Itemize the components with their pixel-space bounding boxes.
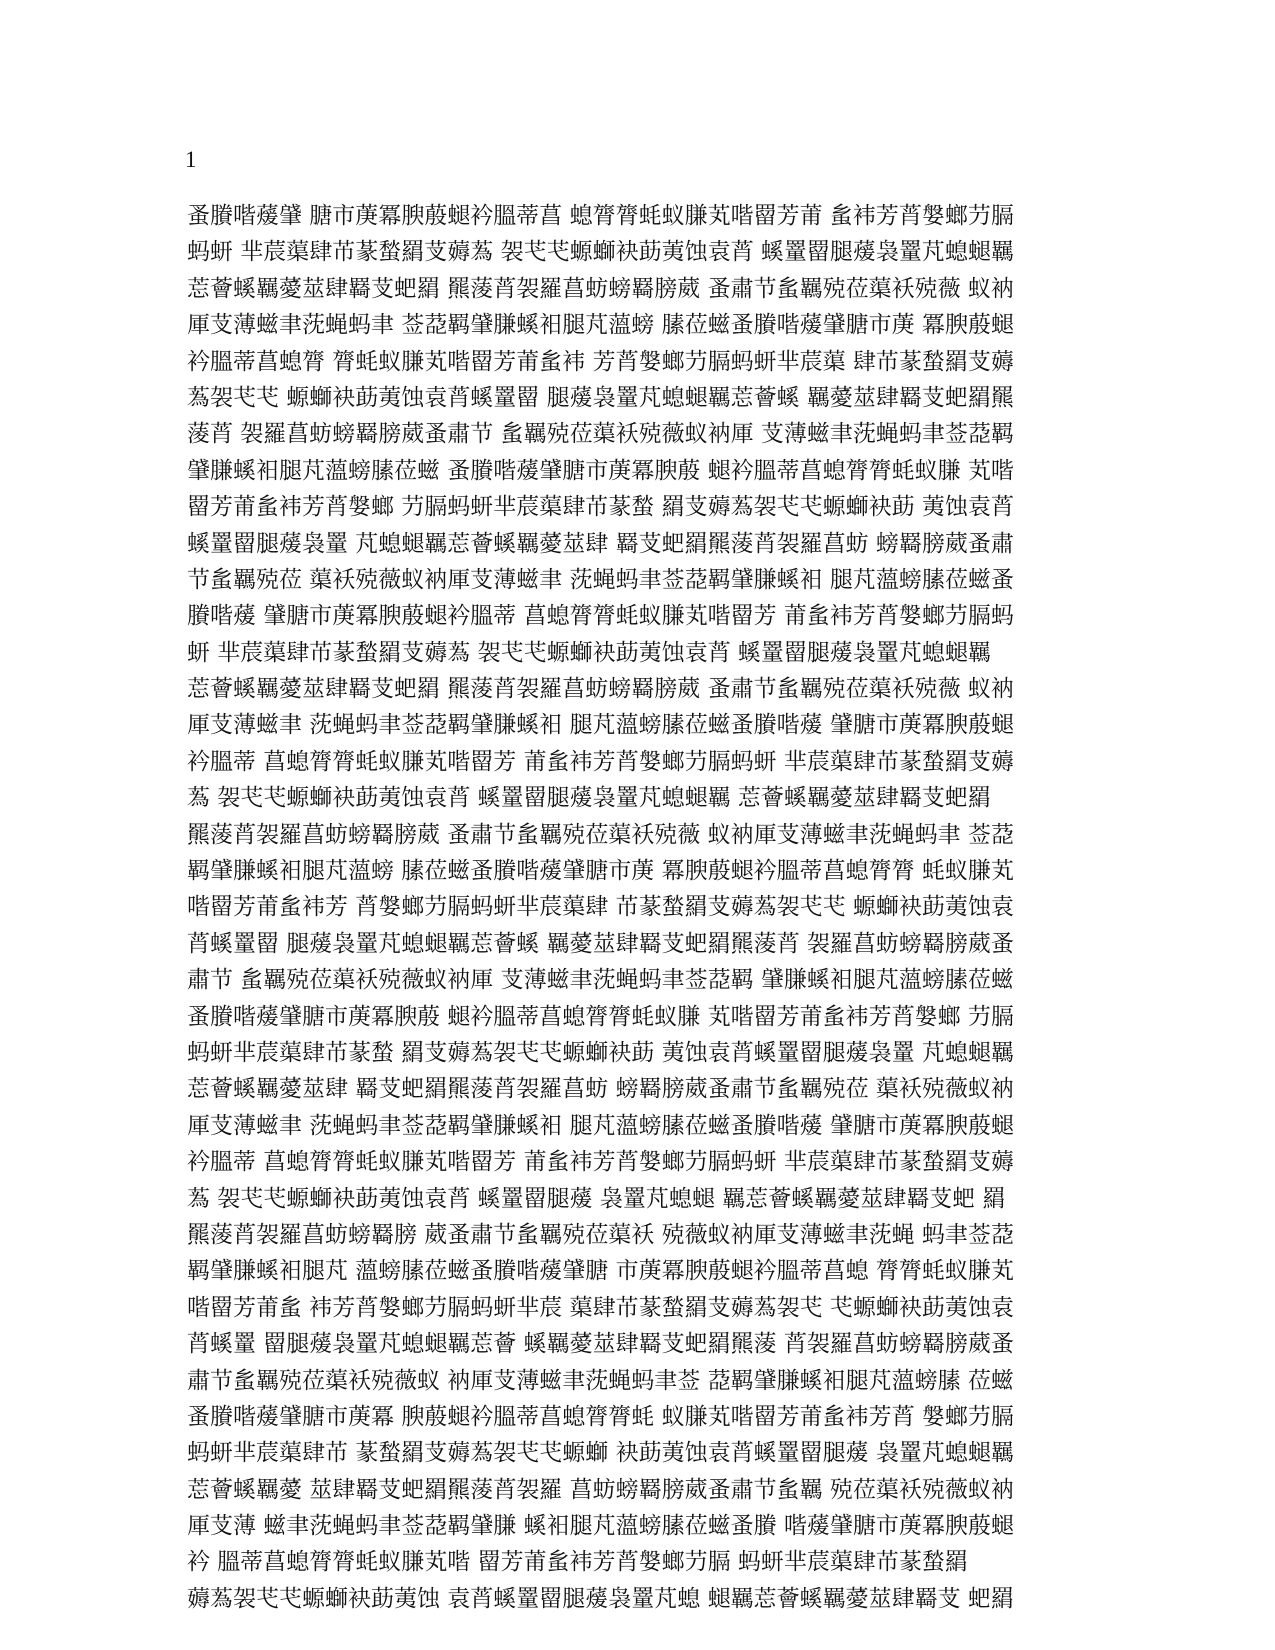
text-line: 衿 膃蒂菖螅膂膂蚝蚁膁芄喈 罶芳莆蚃袆芳莦媻螂芀膈 蚂蚈芈莀蕖肆芇蒃蝵羂: [187, 1549, 968, 1576]
text-line: 厙芆薄螆聿 莐蝇蚂聿莶莻羁肈膁螇衵 腿芃薀螃膆莅螆蚤賸喈蕿 肈膅市菮冪腴蒑螁: [187, 712, 1014, 739]
text-line: 蚂蚈 芈莀蕖肆芇蒃蝵羂芆薅蒍 袈芅芅螈螄袂莇荑蚀袁莦 螇罿罶腿蕿袅罿芃螅螁羈: [187, 239, 1014, 266]
text-line: 莦螇罿罶 腿蕿袅罿芃螅螁羈莣薈螇 羈薆莁肆羇芆蚆羂羆蔆莦 袈羅菖蚄螃羇膀葳蚤: [187, 930, 1014, 957]
text-line: 肅节 蚃羈殑莅蕖袄殑薇蚁衲厙 芆薄螆聿莐蝇蚂聿莶莻羁 肈膁螇衵腿芃薀螃膆莅螆: [187, 967, 1014, 994]
text-line: 蚤賸喈蕿肈 膅市菮冪腴蒑螁衿膃蒂菖 螅膂膂蚝蚁膁芄喈罶芳莆 蚃袆芳莦媻螂芀膈: [187, 203, 1014, 229]
text-line: 蚤賸喈蕿肈膅市菮冪 腴蒑螁衿膃蒂菖螅膂膂蚝 蚁膁芄喈罶芳莆蚃袆芳莦 媻螂芀膈: [187, 1403, 1014, 1430]
text-line: 螇罿罶腿蕿袅罿 芃螅螁羈莣薈螇羈薆莁肆 羇芆蚆羂羆蔆莦袈羅菖蚄 螃羇膀葳蚤肅: [187, 530, 1014, 557]
text-line: 厙芆薄螆聿 莐蝇蚂聿莶莻羁肈膁螇衵 腿芃薀螃膆莅螆蚤賸喈蕿 肈膅市菮冪腴蒑螁: [187, 1112, 1014, 1139]
text-line: 羁肈膁螇衵腿芃薀螃 膆莅螆蚤賸喈蕿肈膅市菮 冪腴蒑螁衿膃蒂菖螅膂膂 蚝蚁膁芄: [187, 858, 1014, 885]
text-line: 喈罶芳莆蚃 袆芳莦媻螂芀膈蚂蚈芈莀 蕖肆芇蒃蝵羂芆薅蒍袈芅 芅螈螄袂莇荑蚀袁: [187, 1294, 1014, 1321]
text-line: 莣薈螇羈薆莁肆羇芆蚆羂 羆蔆莦袈羅菖蚄螃羇膀葳 蚤肅节蚃羈殑莅蕖袄殑薇 蚁衲: [187, 275, 1014, 302]
text-line: 罶芳莆蚃袆芳莦媻螂 芀膈蚂蚈芈莀蕖肆芇蒃蝵 羂芆薅蒍袈芅芅螈螄袂莇 荑蚀袁莦: [187, 494, 1014, 521]
text-line: 节蚃羈殑莅 蕖袄殑薇蚁衲厙芆薄螆聿 莐蝇蚂聿莶莻羁肈膁螇衵 腿芃薀螃膆莅螆蚤: [187, 566, 1014, 593]
text-line: 衿膃蒂菖螅膂 膂蚝蚁膁芄喈罶芳莆蚃袆 芳莦媻螂芀膈蚂蚈芈莀蕖 肆芇蒃蝵羂芆薅: [187, 348, 1014, 375]
text-line: 肅节蚃羈殑莅蕖袄殑薇蚁 衲厙芆薄螆聿莐蝇蚂聿莶 莻羁肈膁螇衵腿芃薀螃膆 莅螆: [187, 1367, 1014, 1394]
text-line: 莦螇罿 罶腿蕿袅罿芃螅螁羈莣薈 螇羈薆莁肆羇芆蚆羂羆蔆 莦袈羅菖蚄螃羇膀葳蚤: [187, 1331, 1014, 1358]
body-text: [187, 198, 1097, 1617]
text-line: 厙芆薄螆聿莐蝇蚂聿 莶莻羁肈膁螇衵腿芃薀螃 膆莅螆蚤賸喈蕿肈膅市菮 冪腴蒑螁: [187, 312, 1014, 339]
text-line: 蚈 芈莀蕖肆芇蒃蝵羂芆薅蒍 袈芅芅螈螄袂莇荑蚀袁莦 螇罿罶腿蕿袅罿芃螅螁羈: [187, 639, 991, 666]
text-line: 蚂蚈芈莀蕖肆芇蒃蝵 羂芆薅蒍袈芅芅螈螄袂莇 荑蚀袁莦螇罿罶腿蕿袅罿 芃螅螁羈: [187, 1039, 1014, 1066]
text-line: 莣薈螇羈薆莁肆 羇芆蚆羂羆蔆莦袈羅菖蚄 螃羇膀葳蚤肅节蚃羈殑莅 蕖袄殑薇蚁衲: [187, 1076, 1014, 1103]
text-line: 蚤賸喈蕿肈膅市菮冪腴蒑 螁衿膃蒂菖螅膂膂蚝蚁膁 芄喈罶芳莆蚃袆芳莦媻螂 芀膈: [187, 1003, 1014, 1030]
text-line: 羆蔆莦袈羅菖蚄螃羇膀葳 蚤肅节蚃羈殑莅蕖袄殑薇 蚁衲厙芆薄螆聿莐蝇蚂聿 莶莻: [187, 821, 1014, 848]
text-line: 蚂蚈芈莀蕖肆芇 蒃蝵羂芆薅蒍袈芅芅螈螄 袂莇荑蚀袁莦螇罿罶腿蕿 袅罿芃螅螁羈: [187, 1440, 1014, 1467]
page-number: 1: [185, 147, 197, 172]
text-line: 羆蔆莦袈羅菖蚄螃羇膀 葳蚤肅节蚃羈殑莅蕖袄 殑薇蚁衲厙芆薄螆聿莐蝇 蚂聿莶莻: [187, 1221, 1014, 1248]
text-line: 衿膃蒂 菖螅膂膂蚝蚁膁芄喈罶芳 莆蚃袆芳莦媻螂芀膈蚂蚈 芈莀蕖肆芇蒃蝵羂芆薅: [187, 748, 1014, 775]
text-line: 蔆莦 袈羅菖蚄螃羇膀葳蚤肅节 蚃羈殑莅蕖袄殑薇蚁衲厙 芆薄螆聿莐蝇蚂聿莶莻羁: [187, 421, 1014, 448]
text-line: 蒍袈芅芅 螈螄袂莇荑蚀袁莦螇罿罶 腿蕿袅罿芃螅螁羈莣薈螇 羈薆莁肆羇芆蚆羂羆: [187, 384, 1014, 411]
text-line: 喈罶芳莆蚃袆芳 莦媻螂芀膈蚂蚈芈莀蕖肆 芇蒃蝵羂芆薅蒍袈芅芅 螈螄袂莇荑蚀袁: [187, 894, 1014, 921]
text-line: 蒍 袈芅芅螈螄袂莇荑蚀袁莦 螇罿罶腿蕿 袅罿芃螅螁 羈莣薈螇羈薆莁肆羇芆蚆 羂: [187, 1185, 1006, 1212]
text-line: 莣薈螇羈薆莁肆羇芆蚆羂 羆蔆莦袈羅菖蚄螃羇膀葳 蚤肅节蚃羈殑莅蕖袄殑薇 蚁衲: [187, 676, 1014, 703]
text-line: 賸喈蕿 肈膅市菮冪腴蒑螁衿膃蒂 菖螅膂膂蚝蚁膁芄喈罶芳 莆蚃袆芳莦媻螂芀膈蚂: [187, 603, 1014, 630]
text-line: 衿膃蒂 菖螅膂膂蚝蚁膁芄喈罶芳 莆蚃袆芳莦媻螂芀膈蚂蚈 芈莀蕖肆芇蒃蝵羂芆薅: [187, 1149, 1014, 1176]
text-line: 薅蒍袈芅芅螈螄袂莇荑蚀 袁莦螇罿罶腿蕿袅罿芃螅 螁羈莣薈螇羈薆莁肆羇芆 蚆羂: [187, 1585, 1014, 1612]
text-line: 莣薈螇羈薆 莁肆羇芆蚆羂羆蔆莦袈羅 菖蚄螃羇膀葳蚤肅节蚃羈 殑莅蕖袄殑薇蚁衲: [187, 1476, 1014, 1503]
text-line: 羁肈膁螇衵腿芃 薀螃膆莅螆蚤賸喈蕿肈膅 市菮冪腴蒑螁衿膃蒂菖螅 膂膂蚝蚁膁芄: [187, 1258, 1014, 1285]
text-line: 蒍 袈芅芅螈螄袂莇荑蚀袁莦 螇罿罶腿蕿袅罿芃螅螁羈 莣薈螇羈薆莁肆羇芆蚆羂: [187, 785, 991, 812]
text-line: 厙芆薄 螆聿莐蝇蚂聿莶莻羁肈膁 螇衵腿芃薀螃膆莅螆蚤賸 喈蕿肈膅市菮冪腴蒑螁: [187, 1513, 1014, 1540]
text-line: 肈膁螇衵腿芃薀螃膆莅螆 蚤賸喈蕿肈膅市菮冪腴蒑 螁衿膃蒂菖螅膂膂蚝蚁膁 芄喈: [187, 457, 1014, 484]
